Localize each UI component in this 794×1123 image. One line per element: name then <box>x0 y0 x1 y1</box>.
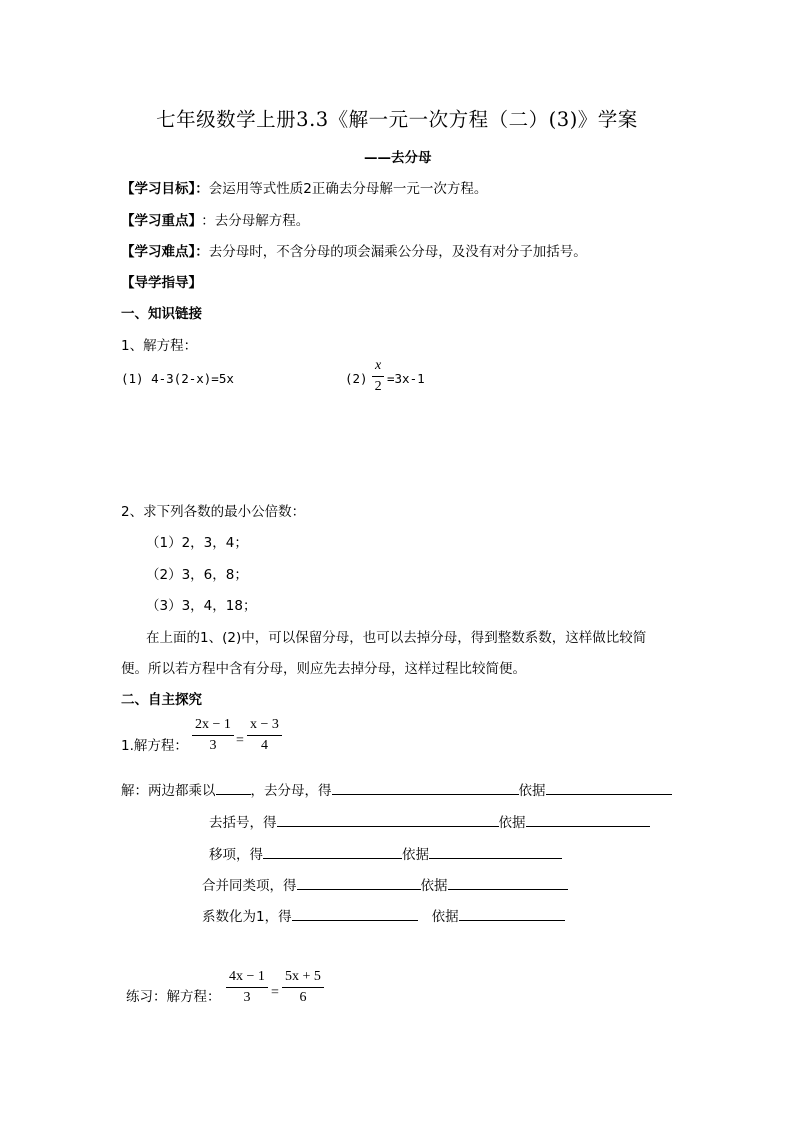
practice-equals: = <box>271 985 279 1000</box>
difficulty-label: 【学习难点】： <box>121 244 209 260</box>
practice-rhs-numerator: 5x + 5 <box>282 969 324 988</box>
step-4-text: 合并同类项，得 <box>202 878 297 894</box>
step-1-text: 解：两边都乘以 <box>121 783 216 799</box>
practice-lhs-numerator: 4x − 1 <box>226 969 268 988</box>
objective-row <box>121 177 487 197</box>
equation-2-numerator: x <box>375 358 382 373</box>
equation-2-prefix: (2) <box>345 371 368 386</box>
step-2-basis-blank[interactable] <box>526 812 650 827</box>
practice-rhs-denominator: 6 <box>299 990 307 1005</box>
section2-heading: 二、自主探究 <box>121 692 202 708</box>
difficulty-text: 去分母时，不含分母的项会漏乘公分母，及没有对分子加括号。 <box>208 244 587 260</box>
practice-lhs-fraction <box>226 969 268 1006</box>
practice-label: 练习：解方程： <box>126 989 221 1005</box>
step-3-basis-label: 依据 <box>402 847 429 863</box>
step-4-basis-label: 依据 <box>420 878 448 894</box>
key-point-row <box>121 209 309 229</box>
practice-rhs-fraction <box>282 969 324 1006</box>
question1-label: 1、解方程： <box>121 338 198 354</box>
step-2-answer-blank[interactable] <box>277 812 499 827</box>
objective-text: 会运用等式性质2正确去分母解一元一次方程。 <box>208 181 488 197</box>
step-3-answer-blank[interactable] <box>263 844 402 859</box>
problem-label: 1.解方程： <box>121 738 188 754</box>
guide-heading: 【导学指导】 <box>121 275 202 291</box>
lcm-item: （2）3，6，8； <box>146 567 248 583</box>
step-5-basis-label: 依据 <box>431 909 459 925</box>
step-row-1 <box>121 779 672 799</box>
section1-heading: 一、知识链接 <box>121 306 202 322</box>
note-line-1: 在上面的1、(2)中，可以保留分母，也可以去掉分母，得到整数系数，这样做比较简 <box>146 630 647 646</box>
step-4-answer-blank[interactable] <box>297 875 421 890</box>
note-line-2: 便。所以若方程中含有分母，则应先去掉分母，这样过程比较简便。 <box>121 661 526 677</box>
page-subtitle: ——去分母 <box>364 150 432 166</box>
problem-rhs-numerator: x − 3 <box>247 717 282 736</box>
step-5-basis-blank[interactable] <box>459 906 565 921</box>
page-title: 七年级数学上册3.3《解一元一次方程（二）(3)》学案 <box>156 108 638 131</box>
problem-rhs-fraction <box>247 717 282 754</box>
step-row-4 <box>202 874 568 894</box>
step-3-text: 移项，得 <box>209 847 263 863</box>
step-5-text: 系数化为1，得 <box>202 909 292 925</box>
problem-lhs-numerator: 2x − 1 <box>192 717 234 736</box>
step-row-3 <box>209 843 562 863</box>
equation-2-denominator: 2 <box>374 379 382 394</box>
lcm-item: （1）2，3，4； <box>146 535 248 551</box>
lcm-item: （3）3，4，18； <box>146 598 257 614</box>
equation-2-rest: =3x-1 <box>387 371 425 386</box>
step-1-answer-blank[interactable] <box>332 780 519 795</box>
step-1-text-b: ，去分母，得 <box>250 783 332 799</box>
practice-lhs-denominator: 3 <box>243 990 251 1005</box>
step-5-answer-blank[interactable] <box>292 906 418 921</box>
equation-1: (1) 4-3(2-x)=5x <box>121 371 234 386</box>
problem-rhs-denominator: 4 <box>260 738 268 753</box>
key-point-label: 【学习重点】 <box>121 213 196 229</box>
multiplier-blank[interactable] <box>216 780 251 795</box>
problem-lhs-fraction <box>192 717 234 754</box>
step-row-5 <box>202 905 565 925</box>
objective-label: 【学习目标】： <box>121 181 209 197</box>
step-row-2 <box>209 811 650 831</box>
equation-2-fraction <box>372 358 384 395</box>
step-3-basis-blank[interactable] <box>429 844 562 859</box>
problem-lhs-denominator: 3 <box>209 738 217 753</box>
question2-label: 2、求下列各数的最小公倍数： <box>121 504 306 520</box>
step-4-basis-blank[interactable] <box>448 875 568 890</box>
step-1-basis-label: 依据 <box>518 783 546 799</box>
key-point-text: ：去分母解方程。 <box>201 213 310 229</box>
difficulty-row <box>121 240 587 260</box>
step-2-text: 去括号，得 <box>209 815 277 831</box>
step-1-basis-blank[interactable] <box>546 780 672 795</box>
problem-equals: = <box>236 733 244 748</box>
step-2-basis-label: 依据 <box>498 815 526 831</box>
